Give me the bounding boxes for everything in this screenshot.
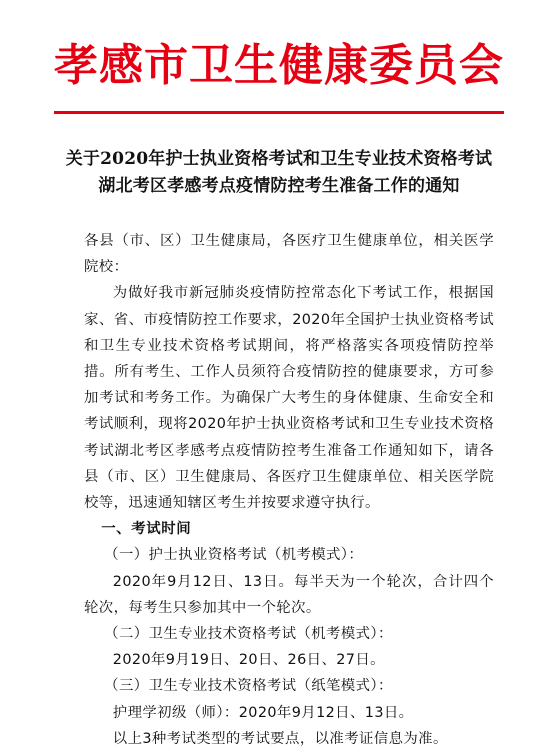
document-title-line-2: 湖北考区孝感考点疫情防控考生准备工作的通知 [98, 176, 460, 196]
item-detail-tech-exam-paper: 护理学初级（师）：2020年9月12日、13日。 [112, 704, 414, 721]
document-title-line-1: 关于2020年护士执业资格考试和卫生专业技术资格考试 [65, 149, 493, 169]
salutation: 各县（市、区）卫生健康局，各医疗卫生健康单位，相关医学院校： [84, 233, 494, 276]
section-heading-exam-time: 一、考试时间 [101, 521, 192, 538]
item-heading-tech-exam-computer: （二）卫生专业技术资格考试（机考模式）： [104, 626, 393, 643]
closing-note: 以上3种考试类型的考试要点，以准考证信息为准。 [112, 730, 448, 747]
document-title [0, 146, 558, 200]
red-divider-rule [54, 111, 504, 114]
body-paragraph: 为做好我市新冠肺炎疫情防控常态化下考试工作，根据国家、省、市疫情防控工作要求，2020年全国护士执业资格考试和卫生专业技术资格考试期间，将严格落实各项疫情防控举措。所有考生、工作人员须符合疫情防控的健康要求，方可参加考试和考务工作。为确保广大考生的身体健康、生命安全和考试顺利，现将2020年护士执业资格考试和卫生专业技术资格考试湖北考区孝感考点疫情防控考生准备工作通知如下，请各县（市、区）卫生健康局、各医疗卫生健康单位、相关医学院校等，迅速通知辖区考生并按要求遵守执行。 [84, 285, 494, 512]
item-detail-nurse-exam: 2020年9月12日、13日。每半天为一个轮次，合计四个轮次，每考生只参加其中一个轮次。 [84, 573, 494, 616]
item-detail-tech-exam-computer: 2020年9月19日、20日、26日、27日。 [112, 652, 385, 669]
item-heading-tech-exam-paper: （三）卫生专业技术资格考试（纸笔模式）： [104, 678, 393, 695]
document-body [84, 228, 494, 752]
issuer-masthead: 孝感市卫生健康委员会 [54, 40, 504, 91]
item-heading-nurse-exam: （一）护士执业资格考试（机考模式）： [104, 547, 364, 564]
